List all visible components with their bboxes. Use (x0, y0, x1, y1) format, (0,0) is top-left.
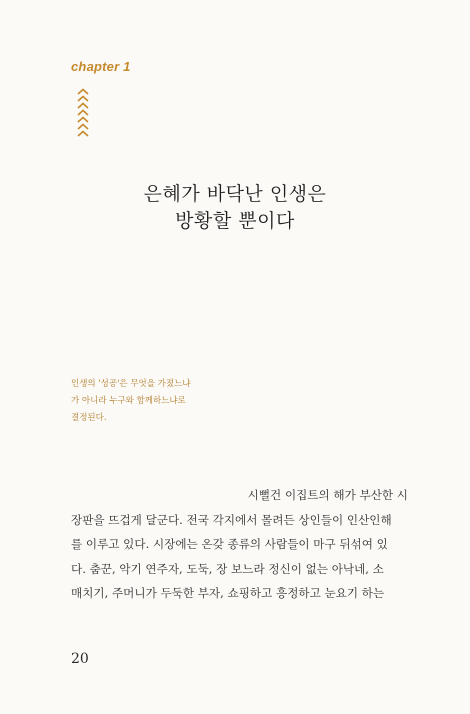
chapter-title (0, 181, 470, 235)
epigraph-line: 가 아니라 누구와 함께하느냐로 (71, 396, 186, 406)
body-line: 다. 춤꾼, 악기 연주자, 도둑, 장 보느라 정신이 없는 아낙네, 소 (71, 561, 384, 576)
title-line: 방황할 뿐이다 (175, 210, 295, 232)
epigraph-line: 결정된다. (71, 413, 107, 423)
page-number: 20 (71, 651, 89, 667)
chevron-up-icon (76, 95, 90, 102)
chevron-up-icon (76, 88, 90, 95)
chapter-label: chapter 1 (71, 59, 131, 74)
chevron-up-icon (76, 130, 90, 137)
epigraph (71, 376, 301, 427)
chevron-up-icon (76, 102, 90, 109)
chevron-up-icon (76, 109, 90, 116)
title-line: 은혜가 바닥난 인생은 (143, 183, 327, 205)
chevron-up-icon (76, 116, 90, 123)
body-line: 시뻘건 이집트의 해가 부산한 시 (247, 488, 408, 502)
chevron-ornament (76, 88, 98, 137)
body-line: 를 이루고 있다. 시장에는 온갖 종류의 사람들이 마구 뒤섞여 있 (71, 537, 388, 551)
body-line: 장판을 뜨겁게 달군다. 전국 각지에서 몰려든 상인들이 인산인해 (71, 512, 392, 527)
chevron-up-icon (76, 123, 90, 130)
body-line: 매치기, 주머니가 두둑한 부자, 쇼핑하고 흥정하고 눈요기 하는 (71, 586, 385, 600)
epigraph-line: 인생의 '성공'은 무엇을 가졌느냐 (71, 379, 191, 389)
body-paragraph (71, 483, 408, 606)
